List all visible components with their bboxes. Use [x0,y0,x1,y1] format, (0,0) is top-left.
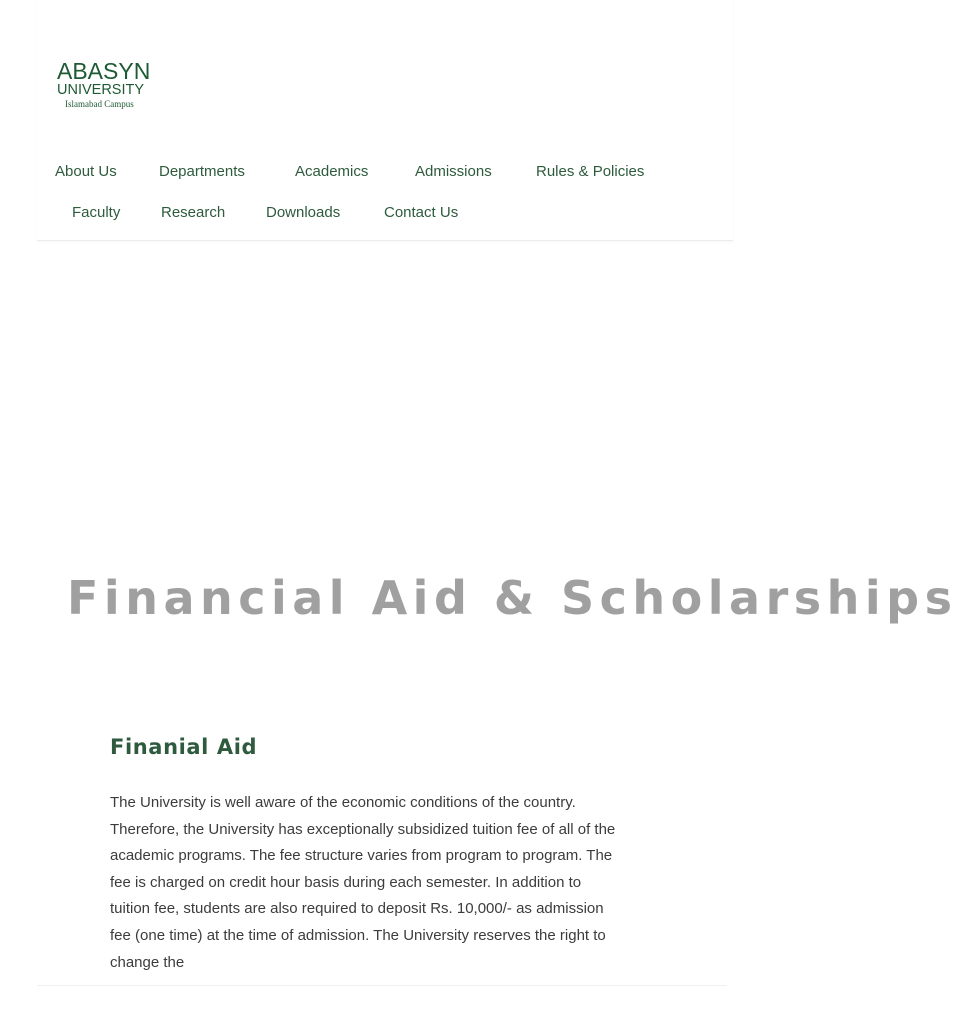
nav-item-research[interactable]: Research [161,204,226,221]
nav-item-contact-us[interactable]: Contact Us [384,204,459,221]
nav-item-departments[interactable]: Departments [159,163,245,180]
logo-line-1: ABASYN [57,58,151,84]
page-title: Financial Aid & Scholarships [67,571,957,625]
nav-item-faculty[interactable]: Faculty [72,204,121,221]
logo-line-3: Islamabad Campus [65,99,134,109]
nav-item-downloads[interactable]: Downloads [266,204,341,221]
university-logo[interactable] [57,58,157,114]
nav-item-admissions[interactable]: Admissions [415,163,492,180]
nav-item-academics[interactable]: Academics [295,163,369,180]
section-heading: Finanial Aid [110,735,258,759]
nav-item-about-us[interactable]: About Us [55,163,117,180]
logo-line-2: UNIVERSITY [57,82,145,98]
section-body-text: The University is well aware of the economic conditions of the country. Therefore, the University has exceptionally subsidized tuition fee of all of the academic programs. The fee structure varies from program to program. The fee is charged on credit hour basis during each semester. In addition to tuition fee, students are also required to deposit Rs. 10,000/- as admission fee (one time) at the time of admission. The University reserves the right to change the [110,794,616,971]
nav-item-rules-policies[interactable]: Rules & Policies [536,163,645,180]
content-divider [37,985,727,986]
